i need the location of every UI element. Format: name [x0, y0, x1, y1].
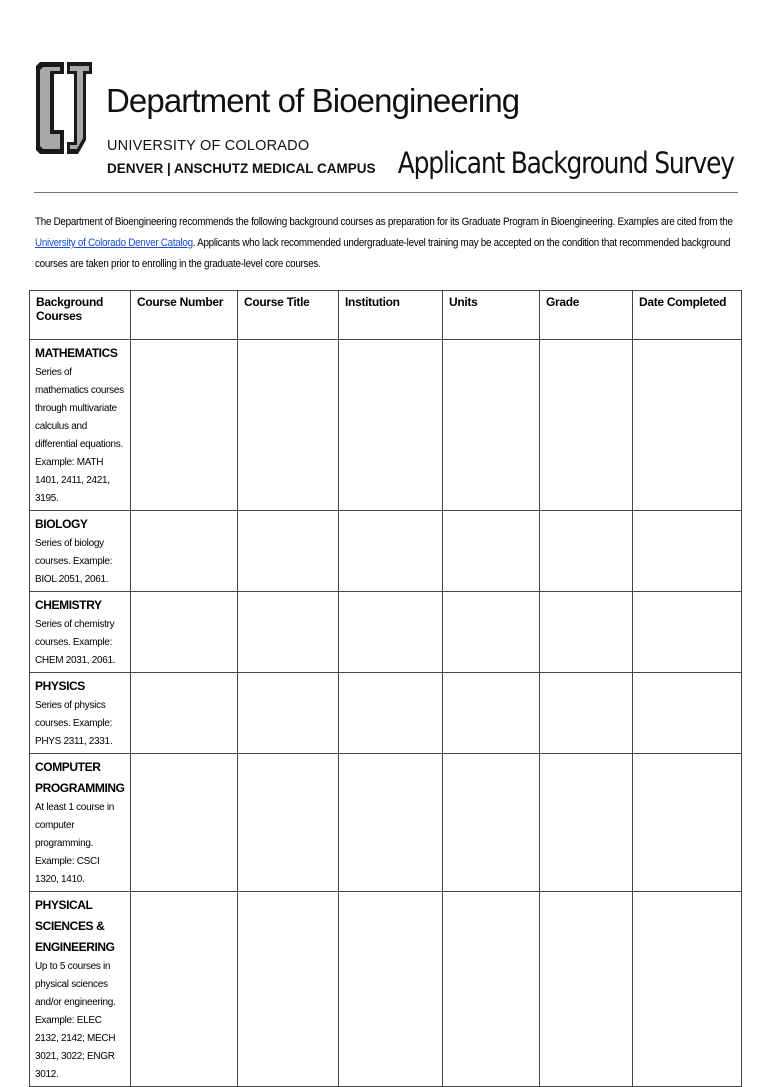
course-title-cell[interactable]	[238, 892, 339, 1087]
header-divider	[34, 192, 738, 193]
course-number-cell[interactable]	[131, 511, 238, 592]
category-title: PHYSICS	[35, 679, 85, 693]
grade-cell[interactable]	[540, 754, 633, 892]
category-cell	[30, 892, 131, 1087]
intro-paragraph	[35, 212, 737, 275]
course-title-cell[interactable]	[238, 340, 339, 511]
units-cell[interactable]	[443, 892, 540, 1087]
date-completed-cell[interactable]	[633, 592, 742, 673]
course-title-cell[interactable]	[238, 592, 339, 673]
category-description: Series of chemistry courses. Example: CHEM 2031, 2061.	[35, 619, 116, 666]
course-number-cell[interactable]	[131, 754, 238, 892]
units-cell[interactable]	[443, 673, 540, 754]
date-completed-cell[interactable]	[633, 754, 742, 892]
table-row	[30, 511, 742, 592]
table-row	[30, 673, 742, 754]
grade-cell[interactable]	[540, 673, 633, 754]
grade-cell[interactable]	[540, 592, 633, 673]
category-description: Up to 5 courses in physical sciences and/or engineering. Example: ELEC 2132, 2142; MECH 3021, 3022; ENGR 3012.	[35, 961, 116, 1080]
category-cell	[30, 673, 131, 754]
date-completed-cell[interactable]	[633, 511, 742, 592]
category-title: BIOLOGY	[35, 517, 88, 531]
header-units: Units	[443, 291, 540, 340]
course-title-cell[interactable]	[238, 511, 339, 592]
catalog-link[interactable]: University of Colorado Denver Catalog	[35, 237, 193, 249]
date-completed-cell[interactable]	[633, 892, 742, 1087]
course-number-cell[interactable]	[131, 592, 238, 673]
grade-cell[interactable]	[540, 892, 633, 1087]
institution-cell[interactable]	[339, 673, 443, 754]
table-row	[30, 754, 742, 892]
course-number-cell[interactable]	[131, 340, 238, 511]
header-grade: Grade	[540, 291, 633, 340]
category-cell	[30, 340, 131, 511]
grade-cell[interactable]	[540, 340, 633, 511]
category-cell	[30, 511, 131, 592]
course-title-cell[interactable]	[238, 673, 339, 754]
department-name: Department of Bioengineering	[106, 82, 520, 119]
form-title: Applicant Background Survey	[397, 146, 734, 180]
course-number-cell[interactable]	[131, 673, 238, 754]
institution-cell[interactable]	[339, 592, 443, 673]
date-completed-cell[interactable]	[633, 673, 742, 754]
category-title: MATHEMATICS	[35, 346, 118, 360]
table-row	[30, 340, 742, 511]
table-row	[30, 592, 742, 673]
institution-cell[interactable]	[339, 511, 443, 592]
institution-cell[interactable]	[339, 892, 443, 1087]
institution-cell[interactable]	[339, 340, 443, 511]
category-cell	[30, 754, 131, 892]
category-description: Series of biology courses. Example: BIOL 2051, 2061.	[35, 538, 113, 585]
intro-text-1: The Department of Bioengineering recommends the following background courses as preparation for its Graduate Program in Bioengineering. Examples are cited from the	[35, 216, 733, 228]
university-name: UNIVERSITY OF COLORADO	[107, 138, 310, 154]
header-course-number: Course Number	[131, 291, 238, 340]
table-row	[30, 892, 742, 1087]
units-cell[interactable]	[443, 340, 540, 511]
category-description: At least 1 course in computer programming. Example: CSCI 1320, 1410.	[35, 802, 115, 885]
cu-logo-icon	[34, 58, 94, 158]
institution-cell[interactable]	[339, 754, 443, 892]
header-course-title: Course Title	[238, 291, 339, 340]
units-cell[interactable]	[443, 511, 540, 592]
units-cell[interactable]	[443, 754, 540, 892]
header-background-courses: Background Courses	[30, 291, 131, 340]
background-courses-table	[29, 290, 742, 1087]
category-cell	[30, 592, 131, 673]
category-description: Series of mathematics courses through multivariate calculus and differential equations. Example: MATH 1401, 2411, 2421, 3195.	[35, 367, 124, 504]
units-cell[interactable]	[443, 592, 540, 673]
intro-text-2: . Applicants who lack recommended undergraduate-level training may be accepted on the condition that recommended background courses are taken prior to enrolling in the graduate-level core courses.	[35, 237, 731, 270]
date-completed-cell[interactable]	[633, 340, 742, 511]
category-title: CHEMISTRY	[35, 598, 102, 612]
category-title: PHYSICAL SCIENCES & ENGINEERING	[35, 898, 115, 954]
grade-cell[interactable]	[540, 511, 633, 592]
course-title-cell[interactable]	[238, 754, 339, 892]
header-institution: Institution	[339, 291, 443, 340]
course-number-cell[interactable]	[131, 892, 238, 1087]
document-header	[34, 58, 738, 193]
category-description: Series of physics courses. Example: PHYS 2311, 2331.	[35, 700, 113, 747]
header-date-completed: Date Completed	[633, 291, 742, 340]
category-title: COMPUTER PROGRAMMING	[35, 760, 125, 795]
table-header-row	[30, 291, 742, 340]
campus-name: DENVER | ANSCHUTZ MEDICAL CAMPUS	[107, 161, 376, 176]
